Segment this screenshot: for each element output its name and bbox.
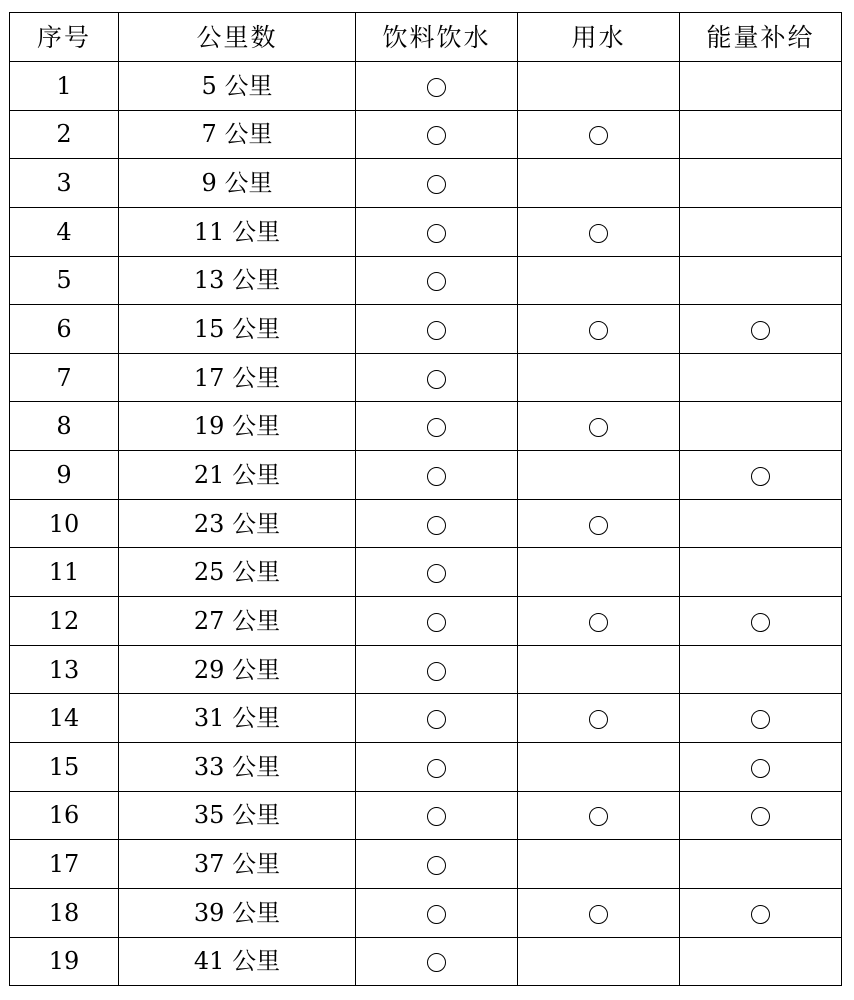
circle-mark-icon	[427, 418, 446, 437]
drink-cell	[356, 791, 518, 840]
circle-mark-icon	[589, 516, 608, 535]
seq-cell: 2	[10, 110, 119, 159]
circle-mark-icon	[427, 856, 446, 875]
table-row	[10, 840, 842, 889]
drink-cell	[356, 694, 518, 743]
drink-cell	[356, 888, 518, 937]
energy-cell	[680, 888, 842, 937]
km-cell: 15 公里	[119, 305, 356, 354]
energy-cell	[680, 62, 842, 111]
energy-cell	[680, 256, 842, 305]
water-cell	[518, 791, 680, 840]
km-cell: 9 公里	[119, 159, 356, 208]
circle-mark-icon	[427, 126, 446, 145]
drink-cell	[356, 645, 518, 694]
circle-mark-icon	[427, 807, 446, 826]
table-row	[10, 159, 842, 208]
km-cell: 25 公里	[119, 548, 356, 597]
table-row	[10, 742, 842, 791]
table-row	[10, 451, 842, 500]
seq-cell: 14	[10, 694, 119, 743]
circle-mark-icon	[427, 370, 446, 389]
circle-mark-icon	[427, 905, 446, 924]
drink-cell	[356, 62, 518, 111]
km-cell: 29 公里	[119, 645, 356, 694]
energy-cell	[680, 499, 842, 548]
circle-mark-icon	[751, 467, 770, 486]
drink-cell	[356, 402, 518, 451]
km-cell: 31 公里	[119, 694, 356, 743]
water-cell	[518, 159, 680, 208]
circle-mark-icon	[427, 321, 446, 340]
circle-mark-icon	[427, 224, 446, 243]
drink-cell	[356, 742, 518, 791]
water-cell	[518, 305, 680, 354]
header-row	[10, 13, 842, 62]
table-row	[10, 937, 842, 986]
circle-mark-icon	[427, 710, 446, 729]
km-cell: 21 公里	[119, 451, 356, 500]
km-cell: 11 公里	[119, 207, 356, 256]
energy-cell	[680, 597, 842, 646]
circle-mark-icon	[751, 905, 770, 924]
drink-cell	[356, 207, 518, 256]
circle-mark-icon	[589, 807, 608, 826]
drink-cell	[356, 353, 518, 402]
table-row	[10, 207, 842, 256]
circle-mark-icon	[751, 613, 770, 632]
table-row	[10, 402, 842, 451]
circle-mark-icon	[589, 710, 608, 729]
seq-cell: 17	[10, 840, 119, 889]
km-cell: 13 公里	[119, 256, 356, 305]
table-row	[10, 888, 842, 937]
circle-mark-icon	[589, 224, 608, 243]
seq-cell: 15	[10, 742, 119, 791]
header-km: 公里数	[119, 13, 356, 62]
seq-cell: 9	[10, 451, 119, 500]
water-cell	[518, 645, 680, 694]
seq-cell: 13	[10, 645, 119, 694]
km-cell: 27 公里	[119, 597, 356, 646]
table-row	[10, 256, 842, 305]
seq-cell: 5	[10, 256, 119, 305]
seq-cell: 7	[10, 353, 119, 402]
supply-station-table	[9, 12, 842, 986]
energy-cell	[680, 645, 842, 694]
header-energy: 能量补给	[680, 13, 842, 62]
km-cell: 33 公里	[119, 742, 356, 791]
energy-cell	[680, 791, 842, 840]
circle-mark-icon	[427, 613, 446, 632]
table-row	[10, 353, 842, 402]
km-cell: 19 公里	[119, 402, 356, 451]
circle-mark-icon	[751, 807, 770, 826]
energy-cell	[680, 694, 842, 743]
seq-cell: 12	[10, 597, 119, 646]
circle-mark-icon	[427, 564, 446, 583]
table-row	[10, 645, 842, 694]
drink-cell	[356, 499, 518, 548]
energy-cell	[680, 402, 842, 451]
drink-cell	[356, 256, 518, 305]
seq-cell: 8	[10, 402, 119, 451]
drink-cell	[356, 159, 518, 208]
circle-mark-icon	[589, 126, 608, 145]
table-row	[10, 499, 842, 548]
energy-cell	[680, 110, 842, 159]
table-row	[10, 791, 842, 840]
table-header	[10, 13, 842, 62]
table-body	[10, 62, 842, 986]
water-cell	[518, 742, 680, 791]
circle-mark-icon	[751, 759, 770, 778]
header-drink: 饮料饮水	[356, 13, 518, 62]
circle-mark-icon	[427, 272, 446, 291]
circle-mark-icon	[427, 953, 446, 972]
circle-mark-icon	[589, 321, 608, 340]
seq-cell: 18	[10, 888, 119, 937]
water-cell	[518, 937, 680, 986]
circle-mark-icon	[427, 516, 446, 535]
energy-cell	[680, 451, 842, 500]
circle-mark-icon	[751, 710, 770, 729]
table-row	[10, 62, 842, 111]
circle-mark-icon	[427, 175, 446, 194]
seq-cell: 6	[10, 305, 119, 354]
water-cell	[518, 597, 680, 646]
water-cell	[518, 62, 680, 111]
drink-cell	[356, 597, 518, 646]
seq-cell: 10	[10, 499, 119, 548]
circle-mark-icon	[427, 467, 446, 486]
water-cell	[518, 548, 680, 597]
circle-mark-icon	[589, 613, 608, 632]
table-row	[10, 110, 842, 159]
km-cell: 39 公里	[119, 888, 356, 937]
water-cell	[518, 694, 680, 743]
km-cell: 23 公里	[119, 499, 356, 548]
circle-mark-icon	[427, 662, 446, 681]
circle-mark-icon	[427, 78, 446, 97]
km-cell: 37 公里	[119, 840, 356, 889]
seq-cell: 11	[10, 548, 119, 597]
energy-cell	[680, 937, 842, 986]
km-cell: 35 公里	[119, 791, 356, 840]
drink-cell	[356, 110, 518, 159]
km-cell: 7 公里	[119, 110, 356, 159]
drink-cell	[356, 548, 518, 597]
water-cell	[518, 451, 680, 500]
circle-mark-icon	[589, 418, 608, 437]
table-row	[10, 305, 842, 354]
table-row	[10, 597, 842, 646]
table-row	[10, 694, 842, 743]
seq-cell: 16	[10, 791, 119, 840]
drink-cell	[356, 840, 518, 889]
water-cell	[518, 110, 680, 159]
circle-mark-icon	[589, 905, 608, 924]
water-cell	[518, 256, 680, 305]
circle-mark-icon	[751, 321, 770, 340]
water-cell	[518, 888, 680, 937]
energy-cell	[680, 159, 842, 208]
water-cell	[518, 207, 680, 256]
header-water: 用水	[518, 13, 680, 62]
energy-cell	[680, 840, 842, 889]
water-cell	[518, 353, 680, 402]
water-cell	[518, 499, 680, 548]
energy-cell	[680, 548, 842, 597]
drink-cell	[356, 937, 518, 986]
km-cell: 41 公里	[119, 937, 356, 986]
water-cell	[518, 840, 680, 889]
drink-cell	[356, 305, 518, 354]
table-row	[10, 548, 842, 597]
seq-cell: 3	[10, 159, 119, 208]
energy-cell	[680, 305, 842, 354]
circle-mark-icon	[427, 759, 446, 778]
energy-cell	[680, 353, 842, 402]
water-cell	[518, 402, 680, 451]
seq-cell: 1	[10, 62, 119, 111]
energy-cell	[680, 207, 842, 256]
drink-cell	[356, 451, 518, 500]
seq-cell: 4	[10, 207, 119, 256]
seq-cell: 19	[10, 937, 119, 986]
header-seq: 序号	[10, 13, 119, 62]
km-cell: 5 公里	[119, 62, 356, 111]
km-cell: 17 公里	[119, 353, 356, 402]
energy-cell	[680, 742, 842, 791]
